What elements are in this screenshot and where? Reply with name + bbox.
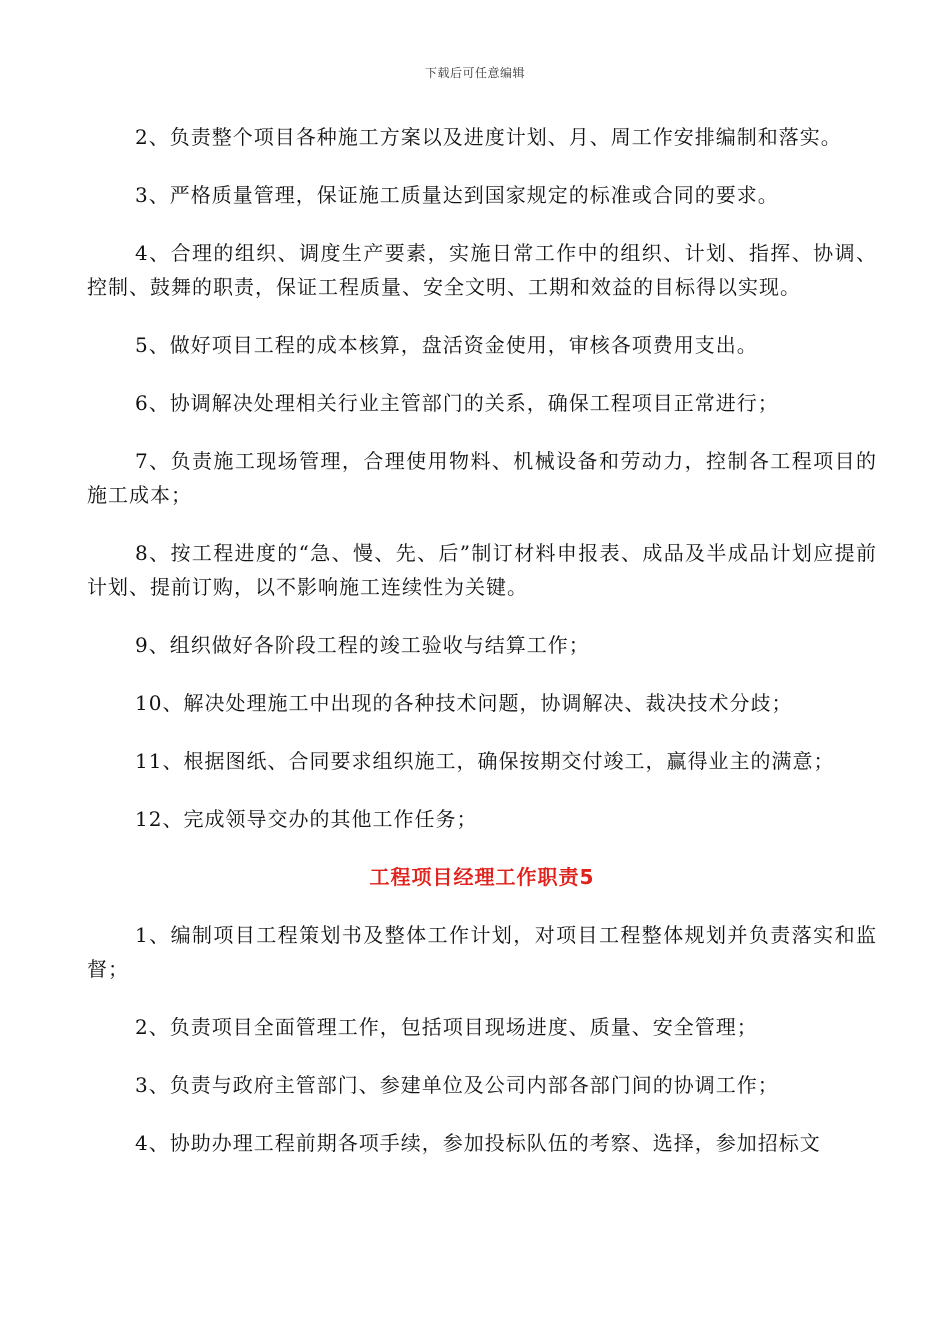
- paragraph-item-7: 7、负责施工现场管理，合理使用物料、机械设备和劳动力，控制各工程项目的施工成本；: [87, 449, 877, 507]
- paragraph-item-6: 6、协调解决处理相关行业主管部门的关系，确保工程项目正常进行；: [135, 391, 779, 415]
- section-paragraph-2: 2、负责项目全面管理工作，包括项目现场进度、质量、安全管理；: [135, 1015, 758, 1039]
- paragraph-item-4: 4、合理的组织、调度生产要素，实施日常工作中的组织、计划、指挥、协调、控制、鼓舞的职责，保证工程质量、安全文明、工期和效益的目标得以实现。: [87, 241, 877, 299]
- section-paragraph-1: 1、编制项目工程策划书及整体工作计划，对项目工程整体规划并负责落实和监督；: [87, 923, 877, 981]
- paragraph-item-5: 5、做好项目工程的成本核算，盘活资金使用，审核各项费用支出。: [135, 333, 758, 357]
- paragraph-item-10: 10、解决处理施工中出现的各种技术问题，协调解决、裁决技术分歧；: [135, 691, 793, 715]
- paragraph-item-2: 2、负责整个项目各种施工方案以及进度计划、月、周工作安排编制和落实。: [135, 125, 842, 149]
- section-paragraph-3: 3、负责与政府主管部门、参建单位及公司内部各部门间的协调工作；: [135, 1073, 779, 1097]
- paragraph-item-9: 9、组织做好各阶段工程的竣工验收与结算工作；: [135, 633, 590, 657]
- section-paragraph-4: 4、协助办理工程前期各项手续，参加投标队伍的考察、选择，参加招标文: [135, 1131, 821, 1155]
- paragraph-item-12: 12、完成领导交办的其他工作任务；: [135, 807, 478, 831]
- page-header-note: 下载后可任意编辑: [424, 66, 525, 80]
- document-body: [87, 120, 877, 1184]
- paragraph-item-8: 8、按工程进度的“急、慢、先、后”制订材料申报表、成品及半成品计划应提前计划、提前订购，以不影响施工连续性为关键。: [87, 541, 877, 599]
- section-title: 工程项目经理工作职责5: [369, 865, 595, 889]
- paragraph-item-3: 3、严格质量管理，保证施工质量达到国家规定的标准或合同的要求。: [135, 183, 779, 207]
- paragraph-item-11: 11、根据图纸、合同要求组织施工，确保按期交付竣工，赢得业主的满意；: [135, 749, 835, 773]
